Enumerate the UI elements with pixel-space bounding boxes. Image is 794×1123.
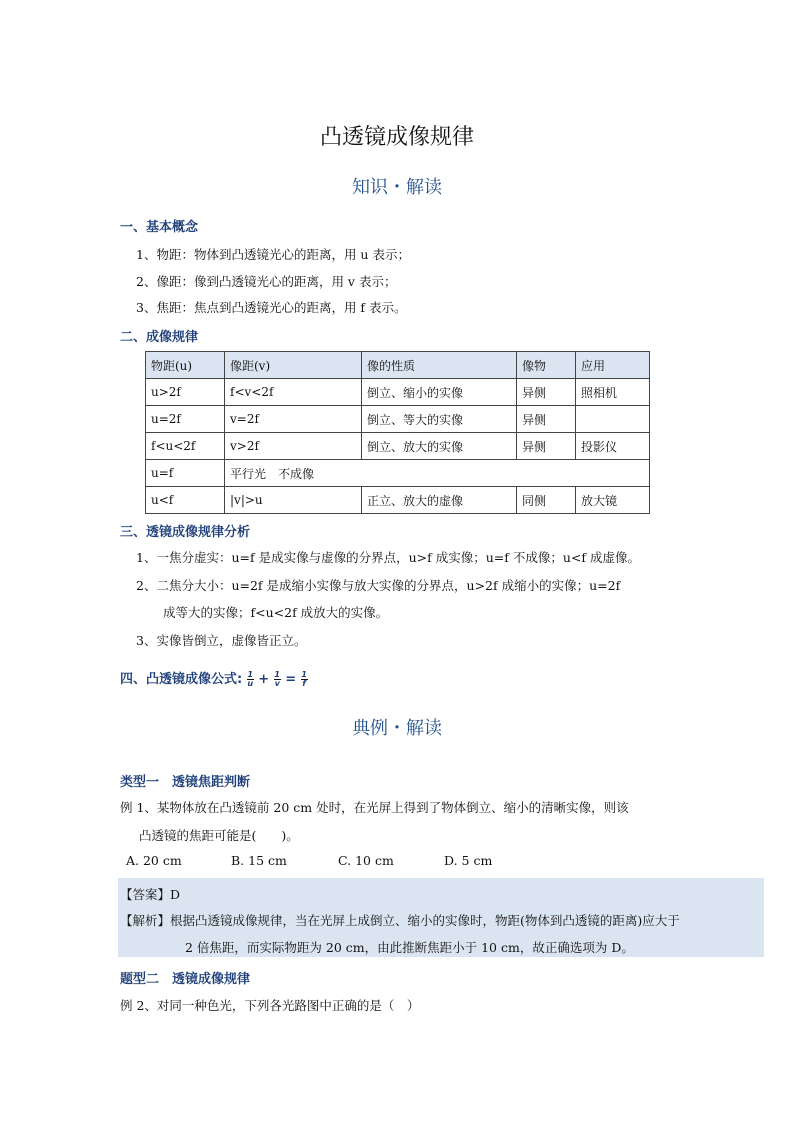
table-row bbox=[146, 433, 650, 460]
table-header-cell: 应用 bbox=[576, 352, 650, 379]
table-cell: 放大镜 bbox=[576, 487, 650, 514]
table-cell-merged: 平行光 不成像 bbox=[225, 460, 650, 487]
option-b: B. 15 cm bbox=[231, 853, 287, 868]
table-cell: 异侧 bbox=[517, 379, 576, 406]
example-1-line-2: 凸透镜的焦距可能是( )。 bbox=[139, 828, 299, 843]
answer-value: D bbox=[170, 887, 181, 902]
formula-label: 四、凸透镜成像公式: bbox=[120, 672, 243, 687]
table-cell: 倒立、等大的实像 bbox=[362, 406, 517, 433]
option-a: A. 20 cm bbox=[126, 853, 182, 868]
heading-analysis: 三、透镜成像规律分析 bbox=[120, 525, 251, 540]
heading-imaging-rules: 二、成像规律 bbox=[120, 330, 199, 345]
table-cell: 正立、放大的虚像 bbox=[362, 487, 517, 514]
table-cell: f<u<2f bbox=[146, 433, 225, 460]
table-header-cell: 像距(v) bbox=[225, 352, 362, 379]
analysis-item-2-cont: 成等大的实像；f<u<2f 成放大的实像。 bbox=[163, 605, 389, 620]
analysis-item-1: 1、一焦分虚实：u=f 是成实像与虚像的分界点，u>f 成实像；u=f 不成像；u<f 成虚像。 bbox=[136, 550, 640, 565]
table-cell: 投影仪 bbox=[576, 433, 650, 460]
table-row bbox=[146, 379, 650, 406]
table-header-cell: 像的性质 bbox=[362, 352, 517, 379]
heading-basic-concepts: 一、基本概念 bbox=[120, 220, 199, 235]
table-cell: 照相机 bbox=[576, 379, 650, 406]
heading-formula bbox=[120, 668, 308, 688]
table-header-row bbox=[146, 352, 650, 379]
table-row bbox=[146, 460, 650, 487]
answer-line bbox=[120, 885, 180, 903]
table-cell: u<f bbox=[146, 487, 225, 514]
option-d: D. 5 cm bbox=[444, 853, 493, 868]
analysis-text-1: 根据凸透镜成像规律，当在光屏上成倒立、缩小的实像时，物距(物体到凸透镜的距离)应大于 bbox=[170, 913, 680, 928]
table-cell: 异侧 bbox=[517, 433, 576, 460]
table-cell bbox=[576, 406, 650, 433]
fraction-1-over-u: $\frac{1}{u}$ bbox=[247, 670, 254, 688]
table-header-cell: 物距(u) bbox=[146, 352, 225, 379]
plus-sign: + bbox=[258, 672, 270, 687]
table-row bbox=[146, 406, 650, 433]
table-cell: 同侧 bbox=[517, 487, 576, 514]
equals-sign: = bbox=[285, 672, 297, 687]
heading-type-2: 题型二 透镜成像规律 bbox=[120, 972, 251, 987]
example-2: 例 2、对同一种色光，下列各光路图中正确的是（ ） bbox=[120, 998, 420, 1013]
section-title-examples: 典例・解读 bbox=[352, 718, 442, 739]
page-title: 凸透镜成像规律 bbox=[319, 125, 474, 150]
lens-formula bbox=[247, 672, 308, 687]
analysis-line-2: 2 倍焦距，而实际物距为 20 cm，由此推断焦距小于 10 cm，故正确选项为 D。 bbox=[185, 940, 634, 955]
table-cell: f<v<2f bbox=[225, 379, 362, 406]
table-cell: u=f bbox=[146, 460, 225, 487]
basic-item-2: 2、像距：像到凸透镜光心的距离，用 v 表示； bbox=[136, 274, 397, 289]
table-cell: 异侧 bbox=[517, 406, 576, 433]
table-cell: 倒立、缩小的实像 bbox=[362, 379, 517, 406]
table-header-cell: 像物 bbox=[517, 352, 576, 379]
analysis-item-3: 3、实像皆倒立，虚像皆正立。 bbox=[136, 633, 307, 648]
basic-item-3: 3、焦距：焦点到凸透镜光心的距离，用 f 表示。 bbox=[136, 300, 407, 315]
imaging-rules-table bbox=[145, 351, 650, 514]
table-row bbox=[146, 487, 650, 514]
table-cell: u=2f bbox=[146, 406, 225, 433]
answer-label: 【答案】 bbox=[120, 887, 171, 902]
option-c: C. 10 cm bbox=[338, 853, 394, 868]
section-title-knowledge: 知识・解读 bbox=[352, 177, 442, 198]
basic-item-1: 1、物距：物体到凸透镜光心的距离，用 u 表示； bbox=[136, 247, 410, 262]
example-1-line-1: 例 1、某物体放在凸透镜前 20 cm 处时，在光屏上得到了物体倒立、缩小的清晰实像，则该 bbox=[120, 800, 629, 815]
fraction-1-over-v: $\frac{1}{v}$ bbox=[274, 670, 280, 688]
table-cell: 倒立、放大的实像 bbox=[362, 433, 517, 460]
table-cell: v>2f bbox=[225, 433, 362, 460]
table-cell: u>2f bbox=[146, 379, 225, 406]
analysis-line-1 bbox=[120, 911, 680, 929]
analysis-label: 【解析】 bbox=[120, 913, 171, 928]
heading-type-1: 类型一 透镜焦距判断 bbox=[120, 775, 251, 790]
table-cell: v=2f bbox=[225, 406, 362, 433]
analysis-item-2: 2、二焦分大小：u=2f 是成缩小实像与放大实像的分界点，u>2f 成缩小的实像；u=2f bbox=[136, 578, 621, 593]
fraction-1-over-f: $\frac{1}{f}$ bbox=[301, 670, 307, 688]
table-cell: |v|>u bbox=[225, 487, 362, 514]
